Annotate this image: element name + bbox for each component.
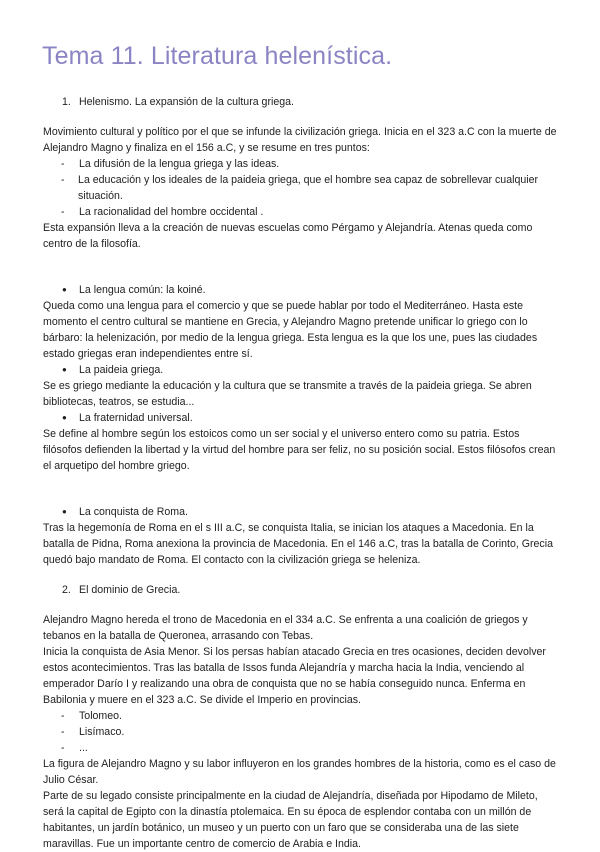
dash-marker: - [61, 710, 65, 722]
section-title: El dominio de Grecia. [79, 584, 181, 596]
dash-marker: - [61, 174, 65, 186]
list-item: - ... [61, 742, 88, 754]
bullet-marker: ● [62, 285, 67, 294]
paragraph: Alejandro Magno hereda el trono de Macedonia en el 334 a.C. Se enfrenta a una coalición de griegos y tebanos en la batalla de Queronea, arrasando con Tebas. [43, 614, 528, 642]
paragraph: La figura de Alejandro Magno y su labor influyeron en los grandes hombres de la historia, como es el caso de Julio César. [43, 758, 556, 786]
paragraph: Esta expansión lleva a la creación de nuevas escuelas como Pérgamo y Alejandría. Atenas queda como centro de la filosofía. [43, 222, 533, 250]
list-item: - La racionalidad del hombre occidental . [61, 206, 264, 218]
dash-marker: - [61, 206, 65, 218]
bullet-heading: ● La conquista de Roma. [62, 506, 188, 518]
paragraph: Tras la hegemonía de Roma en el s III a.C, se conquista Italia, se inician los ataques a Macedonia. En la batalla de Pidna, Roma anexiona la provincia de Macedonia. En el 146 a.C, tras la batalla de Corinto, Grecia quedó bajo mandato de Roma. El contacto con la civilización griega se heleniza. [43, 522, 553, 566]
bullet-heading: ● La fraternidad universal. [62, 412, 193, 424]
paragraph: Se es griego mediante la educación y la cultura que se transmite a través de la paideia griega. Se abren bibliotecas, teatros, se estudia... [43, 380, 532, 408]
bullet-heading: ● La lengua común: la koiné. [62, 284, 206, 296]
bullet-marker: ● [62, 507, 67, 516]
list-item: - Tolomeo. [61, 710, 122, 722]
paragraph: Se define al hombre según los estoicos como un ser social y el universo entero como su patria. Estos filósofos defienden la libertad y la virtud del hombre para ser feliz, no su posición social. Estos filósofos crean el arquetipo del hombre griego. [43, 428, 556, 472]
paragraph: Queda como una lengua para el comercio y que se puede hablar por todo el Mediterráneo. Hasta este momento el centro cultural se mantiene en Grecia, y Alejandro Magno pretende unificar lo griego con lo bárbaro: la helenización, por medio de la lengua griega. Esta lengua es la que los une, pues las ciudades estado griegas eran independientes entre sí. [43, 300, 538, 360]
paragraph: Parte de su legado consiste principalmente en la ciudad de Alejandría, diseñada por Hipodamo de Mileto, será la capital de Egipto con la dinastía ptolemaica. En su época de esplendor contaba con un millón de habitantes, un jardín botánico, un museo y un puerto con un faro que se consideraba una de las siete maravillas. Fue un importante centro de comercio de Arabia e India. [43, 790, 538, 850]
dash-marker: - [61, 726, 65, 738]
section-heading-2 [43, 582, 559, 598]
dash-list [43, 708, 559, 756]
section-number: 1. [62, 96, 71, 108]
section-number: 2. [62, 584, 71, 596]
dash-list [43, 156, 559, 220]
page-title: Tema 11. Literatura helenística. [42, 42, 393, 70]
section-heading-1 [43, 94, 559, 110]
list-item: - Lisímaco. [61, 726, 125, 738]
dash-marker: - [61, 158, 65, 170]
dash-marker: - [61, 742, 65, 754]
bullet-heading: ● La paideia griega. [62, 364, 164, 376]
paragraph: Inicia la conquista de Asia Menor. Si los persas habían atacado Grecia en tres ocasiones, deciden devolver estos acontecimientos. Tras las batalla de Issos funda Alejandría y marcha hacia la India, venciendo al emperador Darío I y realizando una obra de conquista que no se había conseguido nunca. Enferma en Babilonia y muere en el 323 a.C. Se divide el Imperio en provincias. [43, 646, 546, 706]
section-title: Helenismo. La expansión de la cultura griega. [79, 96, 294, 108]
list-item: - La educación y los ideales de la paideia griega, que el hombre sea capaz de sobrellevar cualquier situación. [61, 174, 538, 202]
bullet-marker: ● [62, 413, 67, 422]
document-body [43, 94, 559, 852]
list-item: - La difusión de la lengua griega y las ideas. [61, 158, 280, 170]
paragraph: Movimiento cultural y político por el que se infunde la civilización griega. Inicia en el 323 a.C con la muerte de Alejandro Magno y finaliza en el 156 a.C, y se resume en tres puntos: [43, 126, 557, 154]
bullet-marker: ● [62, 365, 67, 374]
